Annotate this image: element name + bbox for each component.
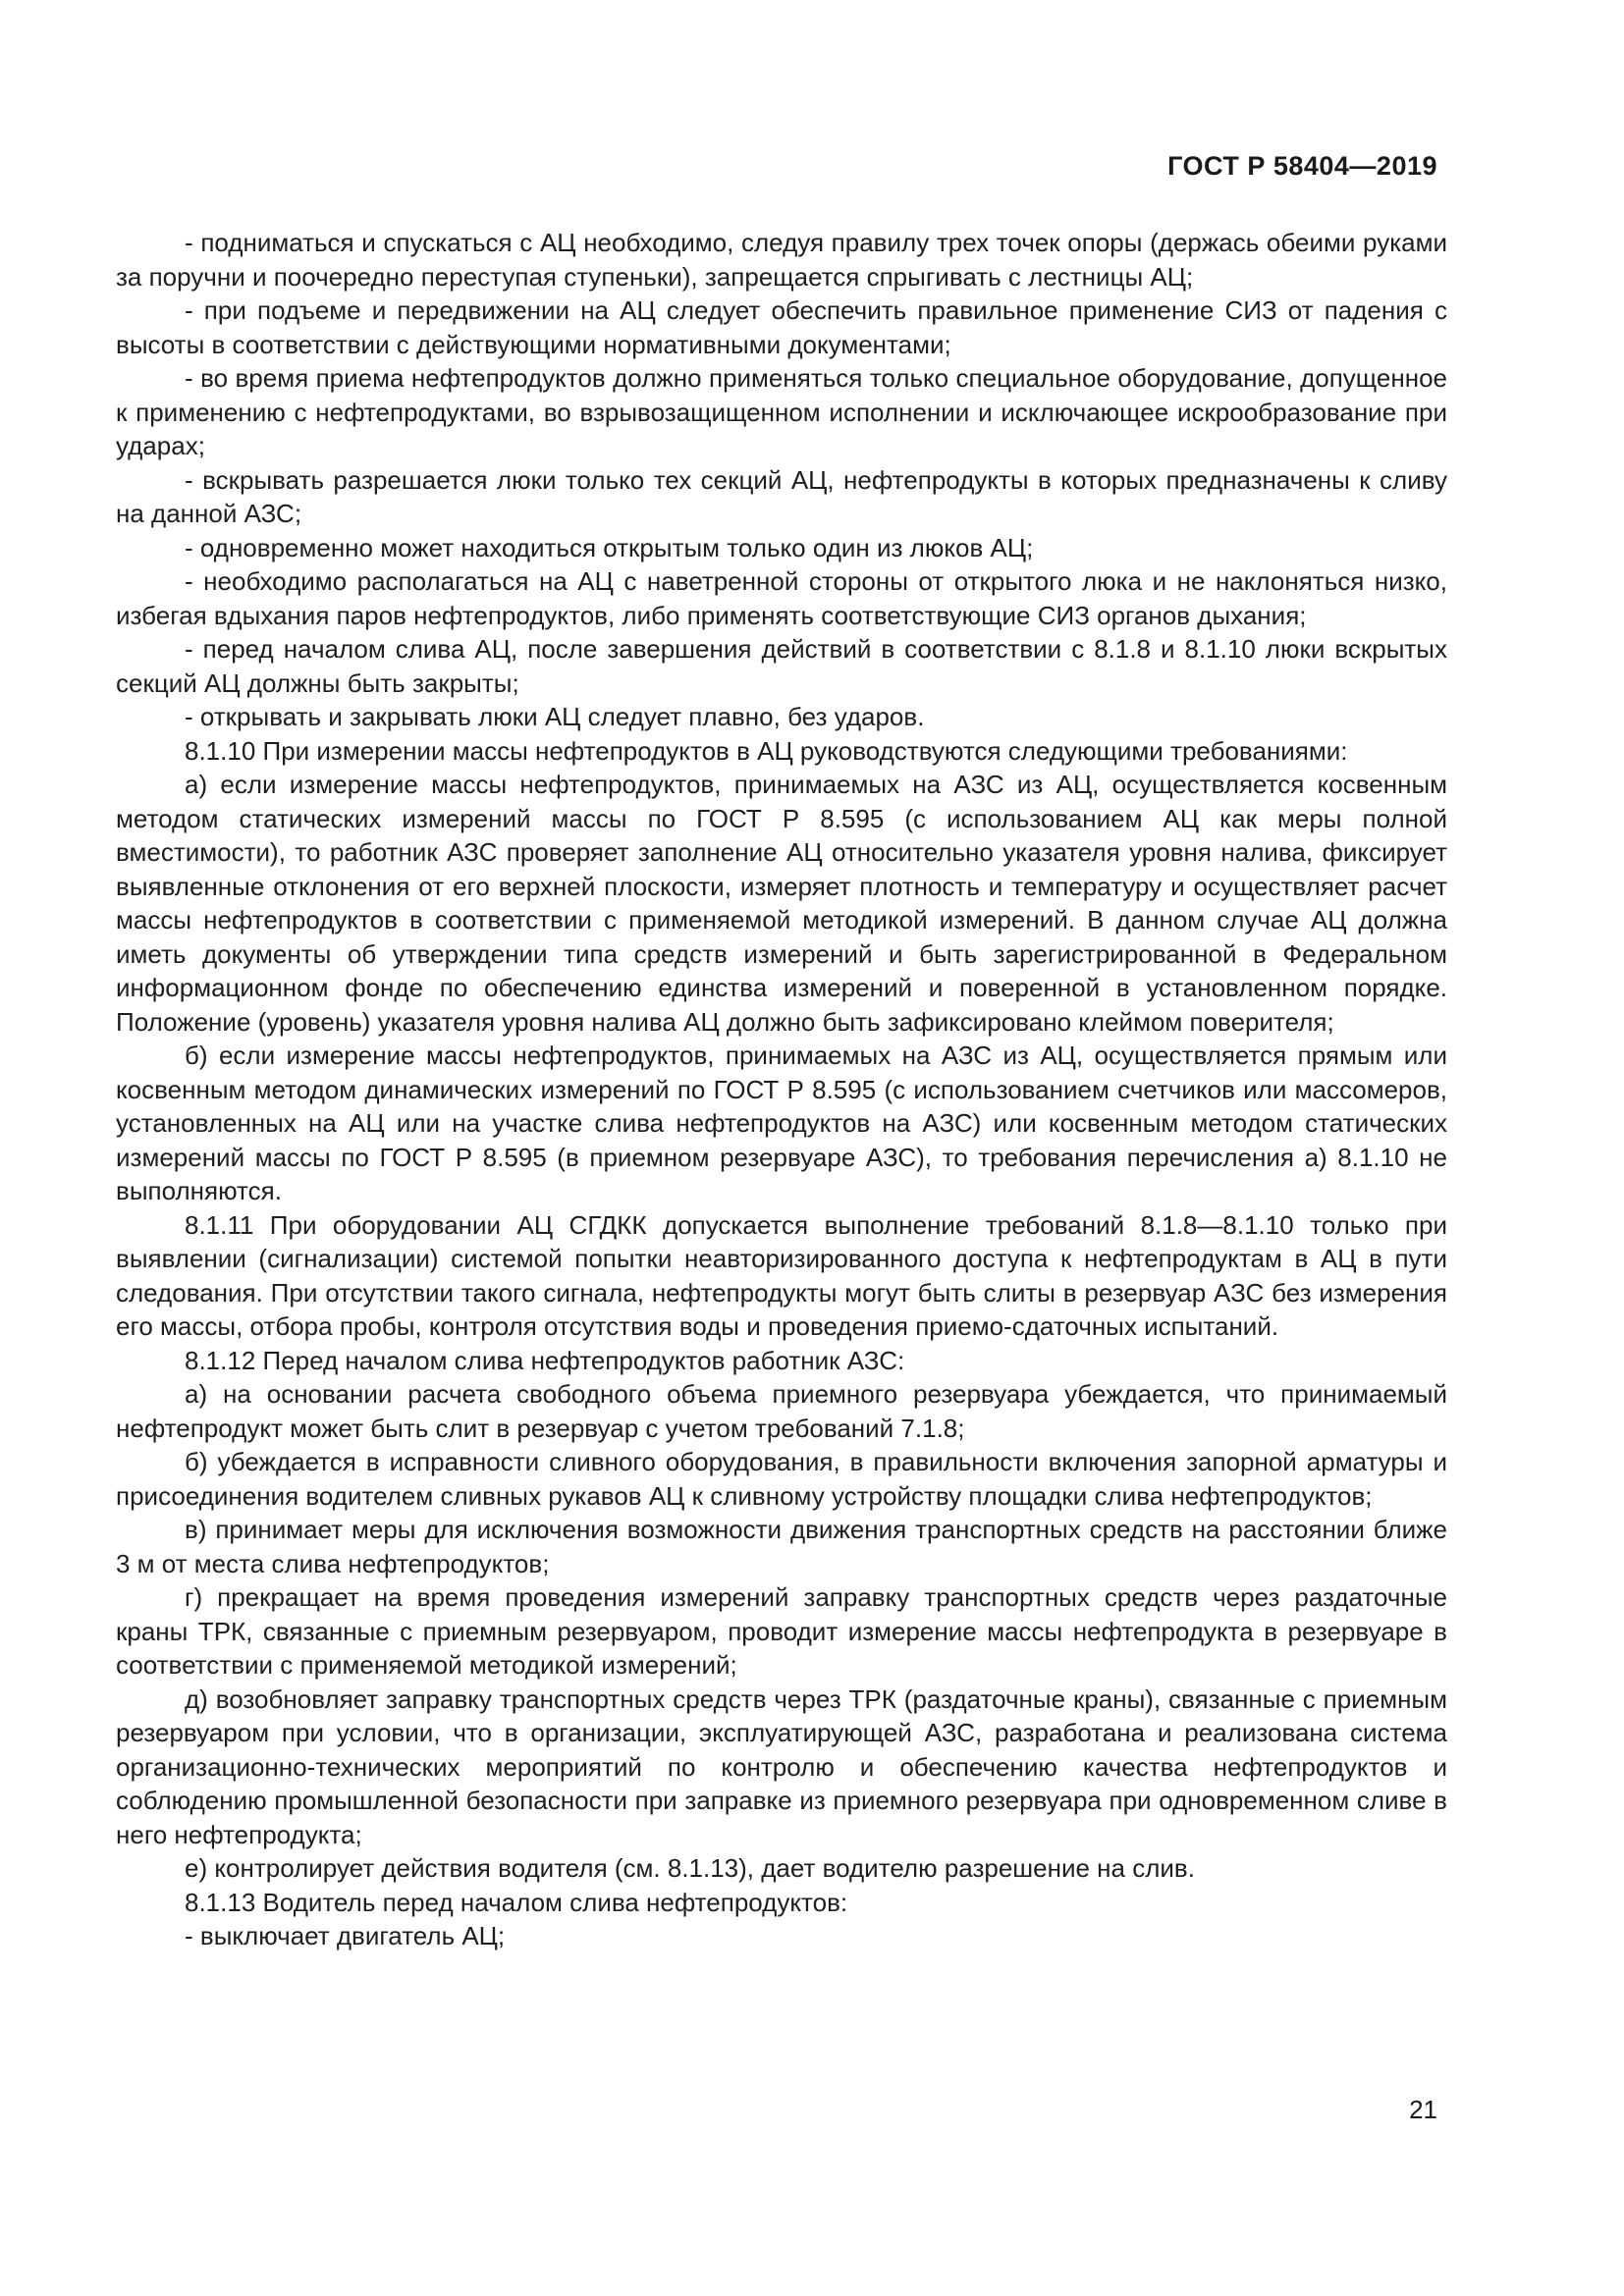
paragraph: в) принимает меры для исключения возможности движения транспортных средств на расстоянии ближе 3 м от места слива нефтепродуктов; (116, 1515, 1447, 1578)
paragraph: б) если измерение массы нефтепродуктов, принимаемых на АЗС из АЦ, осуществляется прямым или косвенным методом динамических измерений по ГОСТ Р 8.595 (с использованием счетчиков или массомеров, установленных на АЦ или на участке слива нефтепродуктов на АЗС) или косвенным методом статических измерений массы по ГОСТ Р 8.595 (в приемном резервуаре АЗС), то требования перечисления а) 8.1.10 не выполняются. (116, 1041, 1447, 1205)
paragraph: а) если измерение массы нефтепродуктов, принимаемых на АЗС из АЦ, осуществляется косвенным методом статических измерений массы по ГОСТ Р 8.595 (с использованием АЦ как меры полной вместимости), то работник АЗС проверяет заполнение АЦ относительно указателя уровня налива, фиксирует выявленные отклонения от его верхней плоскости, измеряет плотность и температуру и осуществляет расчет массы нефтепродуктов в соответствии с применяемой методикой измерений. В данном случае АЦ должна иметь документы об утверждении типа средств измерений и быть зарегистрированной в Федеральном информационном фонде по обеспечению единства измерений и поверенной в установленном порядке. Положение (уровень) указателя уровня налива АЦ должно быть зафиксировано клеймом поверителя; (116, 770, 1447, 1037)
paragraph: - перед началом слива АЦ, после завершения действий в соответствии с 8.1.8 и 8.1.10 люки вскрытых секций АЦ должны быть закрыты; (116, 634, 1447, 698)
paragraph: д) возобновляет заправку транспортных средств через ТРК (раздаточные краны), связанные с приемным резервуаром при условии, что в организации, эксплуатирующей АЗС, разработана и реализована система организационно-технических мероприятий по контролю и обеспечению качества нефтепродуктов и соблюдению промышленной безопасности при заправке из приемного резервуара при одновременном сливе в него нефтепродукта; (116, 1683, 1447, 1849)
paragraph: - вскрывать разрешается люки только тех секций АЦ, нефтепродукты в которых предназначены к сливу на данной АЗС; (116, 464, 1447, 528)
paragraph: - во время приема нефтепродуктов должно применяться только специальное оборудование, допущенное к применению с нефтепродуктами, во взрывозащищенном исполнении и исключающее искрообразование при ударах; (116, 363, 1447, 460)
section-paragraph: 8.1.12 Перед началом слива нефтепродуктов работник АЗС: (185, 1345, 905, 1375)
section-paragraph: 8.1.13 Водитель перед началом слива нефтепродуктов: (185, 1887, 848, 1917)
document-header: ГОСТ Р 58404—2019 (1167, 151, 1437, 181)
paragraph: - открывать и закрывать люки АЦ следует плавно, без ударов. (185, 702, 925, 731)
paragraph: г) прекращает на время проведения измерений заправку транспортных средств через раздаточные краны ТРК, связанные с приемным резервуаром, проводит измерение массы нефтепродукта в резервуаре в соответствии с применяемой методикой измерений; (116, 1582, 1447, 1680)
paragraph: - одновременно может находиться открытым только один из люков АЦ; (185, 532, 1034, 562)
paragraph: а) на основании расчета свободного объема приемного резервуара убеждается, что принимаемый нефтепродукт может быть слит в резервуар с учетом требований 7.1.8; (116, 1379, 1447, 1443)
document-body (116, 226, 1447, 1953)
paragraph: - подниматься и спускаться с АЦ необходимо, следуя правилу трех точек опоры (держась обеими руками за поручни и поочередно переступая ступеньки), запрещается спрыгивать с лестницы АЦ; (116, 228, 1447, 292)
page-number: 21 (1409, 2095, 1437, 2124)
paragraph: - при подъеме и передвижении на АЦ следует обеспечить правильное применение СИЗ от падения с высоты в соответствии с действующими нормативными документами; (116, 295, 1447, 359)
section-paragraph: 8.1.10 При измерении массы нефтепродуктов в АЦ руководствуются следующими требованиями: (185, 735, 1348, 766)
paragraph: - выключает двигатель АЦ; (185, 1921, 506, 1950)
section-paragraph: 8.1.11 При оборудовании АЦ СГДКК допускается выполнение требований 8.1.8—8.1.10 только при выявлении (сигнализации) системой попытки неавторизированного доступа к нефтепродуктам в АЦ в пути следования. При отсутствии такого сигнала, нефтепродукты могут быть слиты в резервуар АЗС без измерения его массы, отбора пробы, контроля отсутствия воды и проведения приемо-сдаточных испытаний. (116, 1209, 1447, 1341)
paragraph: е) контролирует действия водителя (см. 8.1.13), дает водителю разрешение на слив. (185, 1853, 1195, 1883)
paragraph: б) убеждается в исправности сливного оборудования, в правильности включения запорной арматуры и присоединения водителем сливных рукавов АЦ к сливному устройству площадки слива нефтепродуктов; (116, 1447, 1447, 1511)
paragraph: - необходимо располагаться на АЦ с наветренной стороны от открытого люка и не наклоняться низко, избегая вдыхания паров нефтепродуктов, либо применять соответствующие СИЗ органов дыхания; (116, 566, 1447, 630)
